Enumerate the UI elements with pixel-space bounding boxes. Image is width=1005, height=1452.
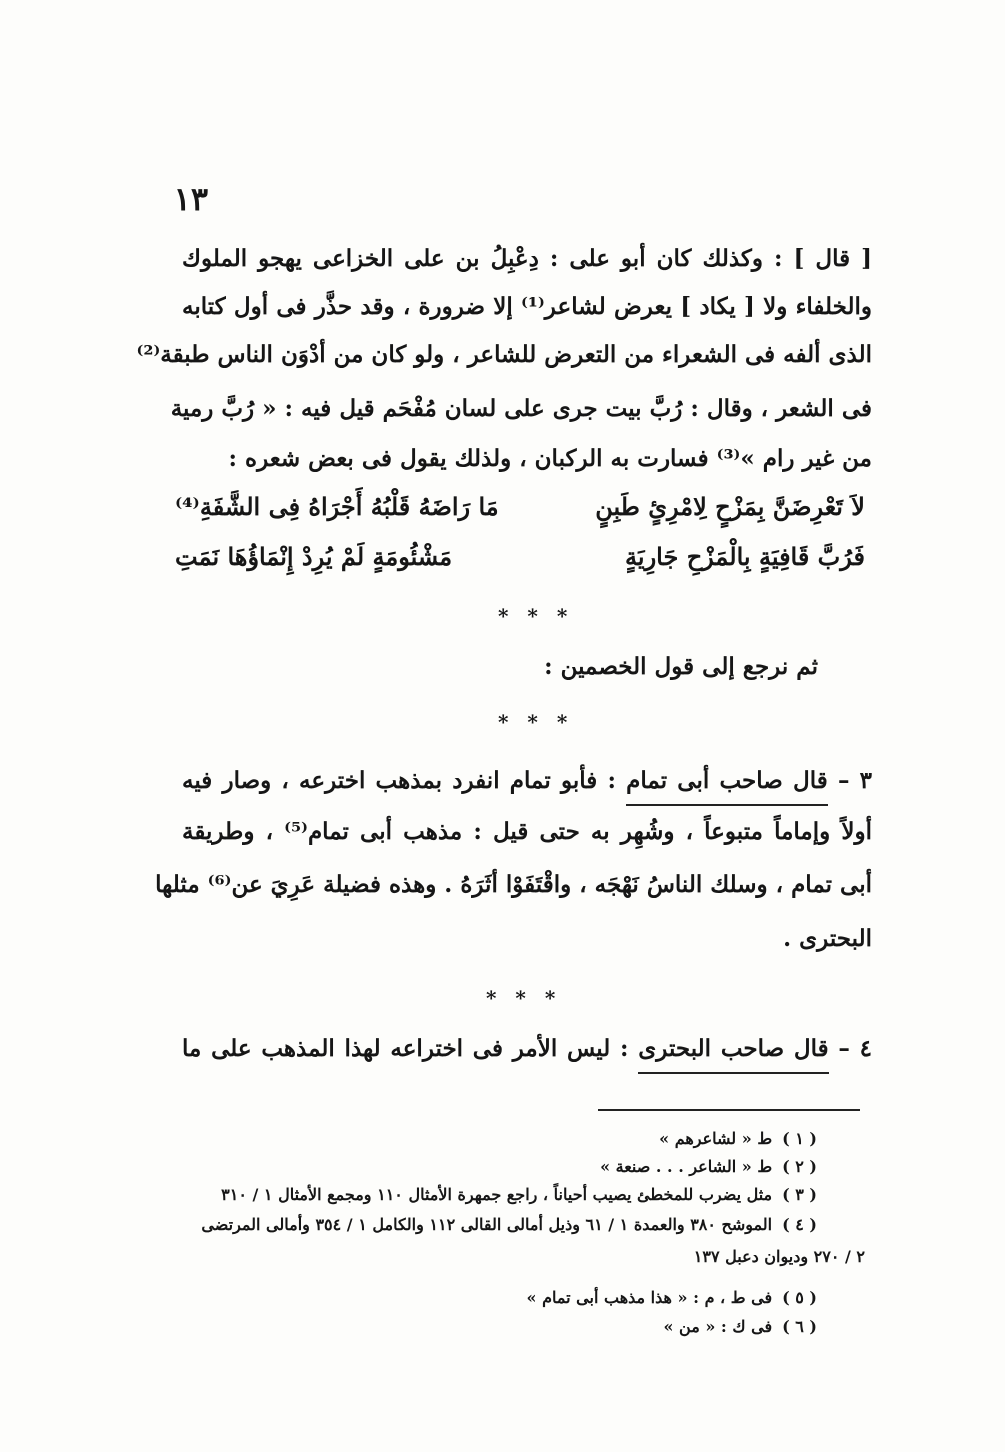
footnote-number: ( ٣ ) — [782, 1185, 817, 1204]
footnote — [201, 1214, 817, 1236]
section-number: ٤ – — [838, 1035, 872, 1062]
section-number: ٣ – — [837, 767, 873, 794]
footnote — [663, 1316, 817, 1338]
footnote — [659, 1128, 817, 1150]
paragraph-line: والخلفاء ولا [ يكاد ] يعرض لشاعر⁽¹⁾ إلا ضرورة ، وقد حذَّر فى أول كتابه — [182, 293, 872, 320]
section-separator: * * * — [486, 986, 562, 1010]
paragraph-line: فى الشعر ، وقال : رُبَّ بيت جرى على لسان مُفْحَم قيل فيه : « رُبَّ رمية — [170, 395, 872, 422]
section-speaker: قال صاحب البحترى — [638, 1035, 828, 1074]
paragraph-line: البحترى . — [783, 925, 872, 952]
footnote-number: ( ١ ) — [782, 1129, 817, 1148]
section-text: : فأبو تمام انفرد بمذهب اخترعه ، وصار فيه — [182, 767, 616, 794]
footnote-text: ط « لشاعرهم » — [659, 1129, 773, 1148]
page-number: ١٣ — [173, 180, 208, 218]
footnote — [527, 1287, 817, 1309]
footnote-number: ( ٦ ) — [782, 1317, 817, 1336]
footnote-number: ( ٥ ) — [782, 1288, 817, 1307]
footnote-number: ( ٤ ) — [782, 1215, 817, 1234]
section-separator: * * * — [498, 710, 574, 734]
footnote — [600, 1156, 817, 1178]
paragraph-line: أولاً وإماماً متبوعاً ، وشُهِر به حتى قيل : مذهب أبى تمام⁽⁵⁾ ، وطريقة — [182, 818, 872, 845]
footnote-text: الموشح ٣٨٠ والعمدة ١ / ٦١ وذيل أمالى القالى ١١٢ والكامل ١ / ٣٥٤ وأمالى المرتضى — [201, 1215, 773, 1234]
section-speaker: قال صاحب أبى تمام — [626, 767, 828, 806]
footnote — [221, 1184, 817, 1206]
footnote-text: فى ط ، م : « هذا مذهب أبى تمام » — [526, 1288, 773, 1307]
verse-hemistich: فَرُبَّ قَافِيَةٍ بِالْمَزْحِ جَارِيَةٍ — [625, 542, 865, 571]
paragraph-line: من غير رام »⁽³⁾ فسارت به الركبان ، ولذلك يقول فى بعض شعره : — [228, 445, 872, 472]
section-text: : ليس الأمر فى اختراعه لهذا المذهب على ما — [182, 1035, 629, 1062]
verse-line — [175, 492, 865, 521]
transition-line: ثم نرجع إلى قول الخصمين : — [544, 653, 818, 680]
footnote-text: مثل يضرب للمخطئ يصيب أحياناً ، راجع جمهرة الأمثال ١١٠ ومجمع الأمثال ١ / ٣١٠ — [221, 1185, 773, 1204]
section-4-first-line — [182, 1032, 872, 1066]
section-3-first-line — [182, 764, 872, 798]
footnote-continuation: ٢ / ٢٧٠ وديوان دعبل ١٣٧ — [693, 1247, 865, 1266]
verse-hemistich: مَشْئُومَةٍ لَمْ يُرِدْ إِنْمَاؤُهَا نَمَتِ — [175, 542, 453, 571]
paragraph-line: أبى تمام ، وسلك الناسُ نَهْجَه ، واقْتَفَوْا أثَرَهُ . وهذه فضيلة عَرِيَ عن⁽⁶⁾ مثلها — [155, 871, 872, 898]
footnote-number: ( ٢ ) — [782, 1157, 817, 1176]
footnote-divider — [598, 1109, 860, 1111]
paragraph-line: [ قال ] : وكذلك كان أبو على : دِعْبِلُ بن على الخزاعى يهجو الملوك — [182, 245, 872, 272]
verse-hemistich: مَا رَاضَهُ قَلْبُهُ أَجْرَاهُ فِى الشَّفَةِ⁽⁴⁾ — [175, 492, 499, 521]
paragraph-line: الذى ألفه فى الشعراء من التعرض للشاعر ، ولو كان من أدْوَن الناس طبقة⁽²⁾ — [136, 341, 872, 368]
verse-hemistich: لاَ تَعْرِضَنَّ بِمَزْحٍ لِامْرِئٍ طَبِنٍ — [595, 492, 865, 521]
footnote-text: ط « الشاعر . . . صنعة » — [600, 1157, 773, 1176]
footnote-text: فى ك : « من » — [663, 1317, 773, 1336]
section-separator: * * * — [498, 604, 574, 628]
verse-line — [175, 542, 865, 571]
